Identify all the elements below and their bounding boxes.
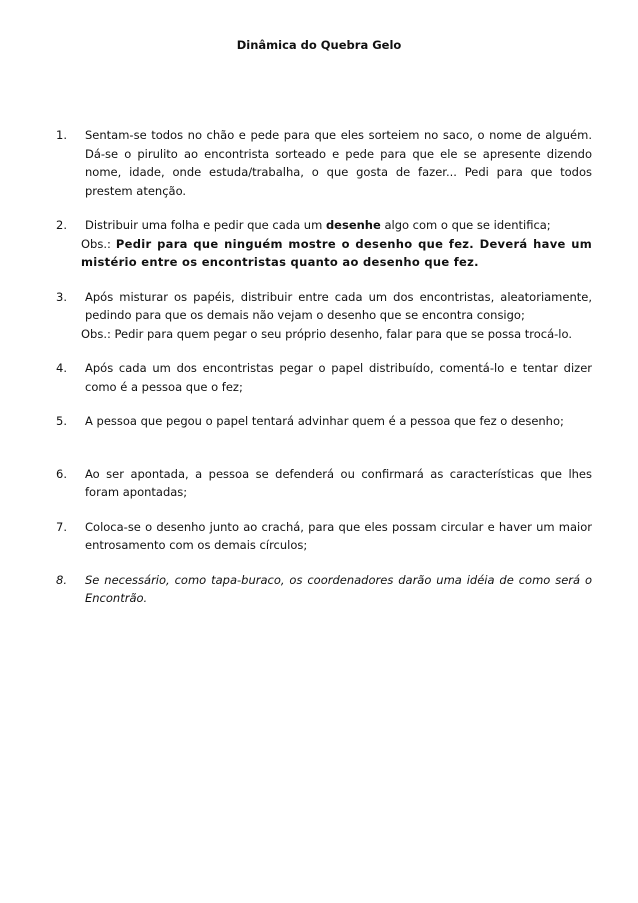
item-number: 8. <box>56 572 67 587</box>
item-text: Sentam-se todos no chão e pede para que eles sorteiem no saco, o nome de alguém. Dá-se o pirulito ao encontrista sorteado e pede para que ele se apresente dizendo nome, idade, onde estuda/trabalha, o que gosta de fazer... Pedi para que todos prestem atenção. <box>85 128 592 198</box>
item-number: 4. <box>56 361 67 375</box>
item-text-emphasis: desenhe <box>325 218 381 232</box>
list-item-5 <box>56 412 592 431</box>
item-number: 7. <box>56 519 67 534</box>
item-number: 2. <box>56 218 67 232</box>
item-text: Ao ser apontada, a pessoa se defenderá ou confirmará as características que lhes foram apontadas; <box>85 466 592 499</box>
list-item-3 <box>56 288 592 344</box>
item-text-end: algo com o que se identifica; <box>380 218 551 232</box>
item-text: Se necessário, como tapa-buraco, os coordenadores darão uma idéia de como será o Encontrão. <box>85 572 592 605</box>
item-number: 6. <box>56 466 67 481</box>
item-number: 1. <box>56 128 67 142</box>
document-title: Dinâmica do Quebra Gelo <box>236 38 402 52</box>
item-observation: Obs.: Pedir para quem pegar o seu próprio desenho, falar para que se possa trocá-lo. <box>81 326 572 341</box>
observation-label: Obs.: <box>81 236 116 251</box>
list-item-7 <box>56 518 592 555</box>
list-item-2 <box>56 216 592 272</box>
item-number: 3. <box>56 289 67 304</box>
item-text-start: Distribuir uma folha e pedir que cada um <box>85 218 326 232</box>
list-item-8 <box>56 571 592 608</box>
item-text: Após misturar os papéis, distribuir entre cada um dos encontristas, aleatoriamente, pedindo para que os demais não vejam o desenho que se encontra consigo; <box>85 289 592 322</box>
instruction-list <box>56 126 592 608</box>
item-text: A pessoa que pegou o papel tentará advinhar quem é a pessoa que fez o desenho; <box>85 414 564 428</box>
observation-text: Pedir para que ninguém mostre o desenho que fez. Deverá have um mistério entre os encontristas quanto ao desenho que fez. <box>81 236 593 269</box>
item-text: Coloca-se o desenho junto ao crachá, para que eles possam circular e haver um maior entrosamento com os demais círculos; <box>85 519 592 552</box>
list-item-1 <box>56 126 592 200</box>
item-text: Após cada um dos encontristas pegar o papel distribuído, comentá-lo e tentar dizer como é a pessoa que o fez; <box>85 361 592 394</box>
list-item-6 <box>56 465 592 502</box>
item-number: 5. <box>56 414 67 428</box>
list-item-4 <box>56 359 592 396</box>
item-observation <box>81 235 592 272</box>
